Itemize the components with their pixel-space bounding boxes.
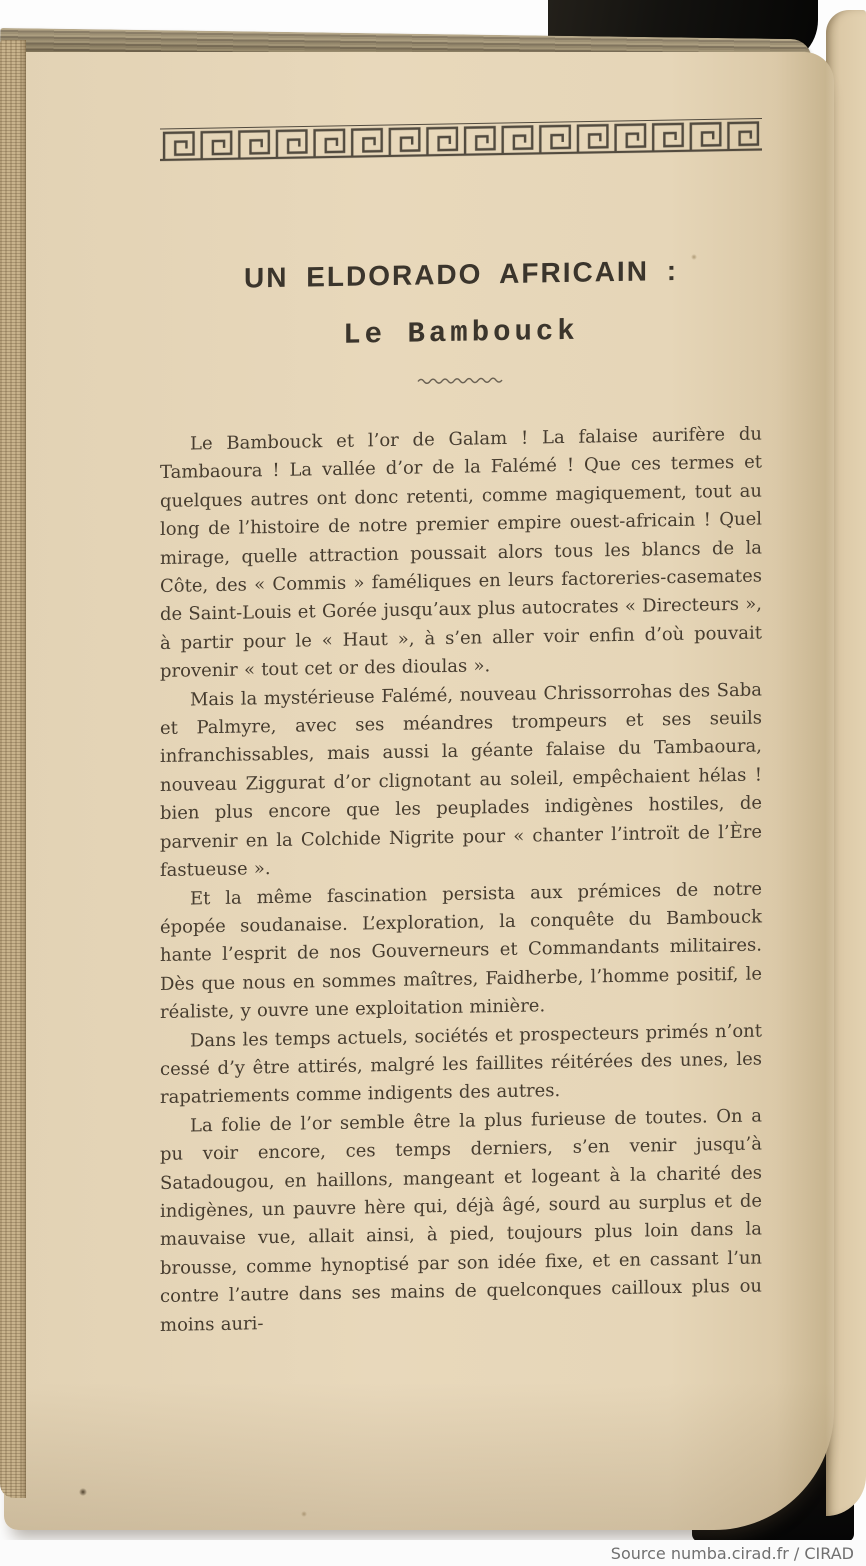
greek-key-border-icon [160, 115, 762, 164]
wavy-divider-icon [160, 370, 762, 391]
page-title: UN ELDORADO AFRICAIN : [243, 254, 679, 294]
page-deckle-edge [0, 40, 26, 1498]
paragraph: Et la même fascination persista aux prémices de notre épopée soudanaise. L’exploration, la conquête du Bambouck hante l’esprit de nos Gouverneurs et Commandants militaires. Dès que nous en sommes maîtres, Faidherbe, l’homme positif, le réaliste, y ouvre une exploitation minière. [160, 877, 762, 1024]
paragraph: La folie de l’or semble être la plus furieuse de toutes. On a pu voir encore, ces temps derniers, s’en venir jusqu’à Satadougou, en haillons, mangeant et logeant à la charité des indigènes, un pauvre hère qui, déjà âgé, sourd au surplus et de mauvaise vue, allait ainsi, à pied, toujours plus loin dans la brousse, comme hynoptisé par son idée fixe, et en cassant l’un contre l’autre dans ses mains de quelconques cailloux plus ou moins auri- [160, 1105, 762, 1336]
paragraph: Le Bambouck et l’or de Galam ! La falaise aurifère du Tambaoura ! La vallée d’or de la Falémé ! Que ces termes et quelques autres ont donc retenti, comme magiquement, tout au long de l’histoire de notre premier empire ouest-africain ! Quel mirage, quelle attraction poussait alors tous les blancs de la Côte, des « Commis » faméliques en leurs factoreries-casemates de Saint-Louis et Gorée jusqu’aux plus autocrates « Directeurs », à partir pour le « Haut », à s’en aller voir enfin d’où pouvait provenir « tout cet or des dioulas ». [160, 423, 762, 683]
book-page [4, 52, 834, 1530]
page-subtitle: Le Bambouck [343, 314, 579, 352]
source-attribution-text: Source numba.cirad.fr / CIRAD [610, 1543, 854, 1563]
paragraph: Dans les temps actuels, sociétés et prospecteurs primés n’ont cessé d’y être attirés, malgré les faillites réitérées des unes, les rapatriements comme indigents des autres. [160, 1020, 762, 1109]
body-text [160, 420, 762, 1340]
paragraph: Mais la mystérieuse Falémé, nouveau Chrissorrohas des Saba et Palmyre, avec ses méandres trompeurs et ses seuils infranchissables, mais aussi la géante falaise du Tambaoura, nouveau Ziggurat d’or clignotant au soleil, empêchaient hélas ! bien plus encore que les peuplades indigènes hostiles, de parvenir en la Colchide Nigrite pour « chanter l’introït de l’Ère fastueuse ». [160, 679, 762, 882]
printed-content [160, 115, 762, 1340]
source-attribution-bar [0, 1540, 866, 1566]
